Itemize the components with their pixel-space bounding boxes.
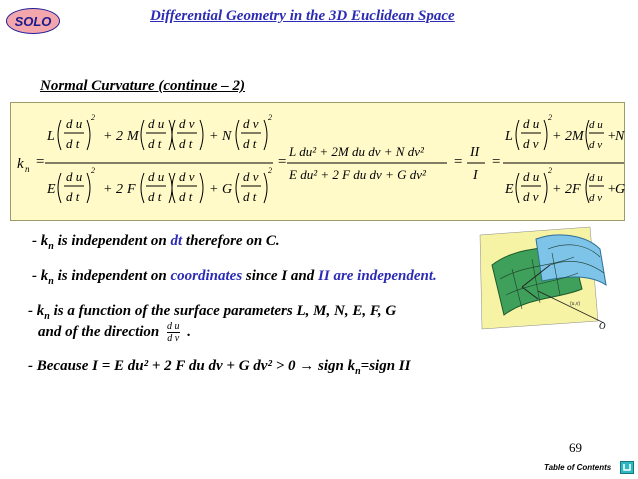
formula-graphic bbox=[11, 103, 626, 222]
svg-text:=: = bbox=[491, 154, 502, 170]
table-of-contents-link[interactable]: Table of Contents bbox=[544, 463, 612, 472]
svg-text:L: L bbox=[47, 129, 55, 144]
svg-text:+: + bbox=[607, 129, 617, 144]
svg-text:d t: d t bbox=[148, 189, 162, 204]
solo-logo: SOLO bbox=[6, 8, 60, 34]
svg-text:d u: d u bbox=[589, 119, 603, 131]
svg-text:G: G bbox=[615, 182, 626, 197]
origin-label: O bbox=[599, 321, 606, 331]
svg-text:+: + bbox=[209, 182, 219, 197]
svg-text:=: = bbox=[453, 154, 464, 170]
svg-text:=: = bbox=[35, 154, 46, 170]
svg-text:d t: d t bbox=[243, 189, 257, 204]
svg-text:d t: d t bbox=[179, 189, 193, 204]
svg-text:d v: d v bbox=[243, 169, 259, 184]
formula-k-sub: n bbox=[25, 164, 30, 174]
svg-text:M: M bbox=[572, 129, 584, 144]
svg-text:d t: d t bbox=[148, 136, 162, 151]
svg-text:d v: d v bbox=[179, 116, 195, 131]
svg-text:d v: d v bbox=[589, 192, 603, 204]
surface-figure bbox=[478, 225, 628, 337]
bullet-independent-coordinates: - $k_n$ is independent on coordinates since I and II are independent. bbox=[32, 268, 437, 287]
svg-text:2: 2 bbox=[91, 166, 95, 175]
svg-text:E: E bbox=[505, 182, 514, 197]
svg-text:2: 2 bbox=[268, 166, 272, 175]
svg-text:d v: d v bbox=[589, 139, 603, 151]
svg-text:d u: d u bbox=[589, 172, 603, 184]
svg-text:d v: d v bbox=[523, 136, 539, 151]
svg-text:+ 2: + 2 bbox=[552, 129, 572, 144]
svg-text:+ 2: + 2 bbox=[552, 182, 572, 197]
formula-k: k bbox=[17, 156, 24, 172]
svg-text:d u: d u bbox=[66, 169, 83, 184]
svg-text:2: 2 bbox=[268, 113, 272, 122]
return-arrow-icon[interactable] bbox=[620, 461, 634, 474]
svg-text:d u: d u bbox=[66, 116, 83, 131]
svg-text:G: G bbox=[222, 182, 233, 197]
svg-text:d t: d t bbox=[243, 136, 257, 151]
svg-text:2: 2 bbox=[548, 113, 552, 122]
svg-text:d u: d u bbox=[148, 116, 165, 131]
svg-text:N: N bbox=[222, 129, 232, 144]
svg-text:(u,v): (u,v) bbox=[570, 301, 580, 307]
svg-text:=: = bbox=[277, 154, 288, 170]
ratio-denominator: I bbox=[473, 168, 478, 183]
slide-title: Differential Geometry in the 3D Euclidean Space bbox=[150, 8, 455, 24]
direction-fraction: $\frac{\text{d u}}{\text{d v}}$ bbox=[167, 321, 180, 344]
svg-text:d t: d t bbox=[66, 136, 80, 151]
svg-text:d v: d v bbox=[179, 169, 195, 184]
svg-text:N: N bbox=[615, 129, 625, 144]
bullet-sign-condition: - Because I = E du² + 2 F du dv + G dv² > 0 → sign $k_n=sign$ II bbox=[28, 358, 411, 377]
svg-text:d t: d t bbox=[179, 136, 193, 151]
middle-denominator: E du² + 2 F du dv + G dv² bbox=[289, 167, 426, 182]
svg-text:+: + bbox=[607, 182, 617, 197]
svg-text:L: L bbox=[505, 129, 513, 144]
svg-text:2: 2 bbox=[548, 166, 552, 175]
svg-text:d t: d t bbox=[66, 189, 80, 204]
section-subtitle: Normal Curvature (continue – 2) bbox=[40, 78, 246, 94]
svg-text:+: + bbox=[209, 129, 219, 144]
svg-text:d u: d u bbox=[523, 169, 540, 184]
middle-numerator: L du² + 2M du dv + N dv² bbox=[289, 144, 424, 159]
normal-curvature-formula bbox=[10, 102, 625, 221]
svg-text:2: 2 bbox=[91, 113, 95, 122]
svg-text:F: F bbox=[572, 182, 581, 197]
svg-text:F: F bbox=[127, 182, 136, 197]
page-number: 69 bbox=[569, 440, 582, 455]
svg-text:d v: d v bbox=[243, 116, 259, 131]
bullet-function-of-parameters: - $k_n$ is a function of the surface parameters L, M, N, E, F, G bbox=[28, 303, 397, 322]
svg-text:d u: d u bbox=[148, 169, 165, 184]
svg-text:E: E bbox=[47, 182, 56, 197]
svg-text:d v: d v bbox=[523, 189, 539, 204]
surface-illustration bbox=[478, 225, 628, 337]
svg-text:+ 2: + 2 bbox=[103, 129, 123, 144]
svg-text:M: M bbox=[127, 129, 139, 144]
ratio-numerator: II bbox=[470, 145, 480, 160]
svg-text:d u: d u bbox=[523, 116, 540, 131]
bullet-direction-line: and of the direction $\frac{\text{d u}}{\text{d v}}$ . bbox=[38, 321, 192, 344]
bullet-independent-dt: - $k_n$ is independent on dt therefore on C. bbox=[32, 233, 280, 252]
svg-text:+ 2: + 2 bbox=[103, 182, 123, 197]
